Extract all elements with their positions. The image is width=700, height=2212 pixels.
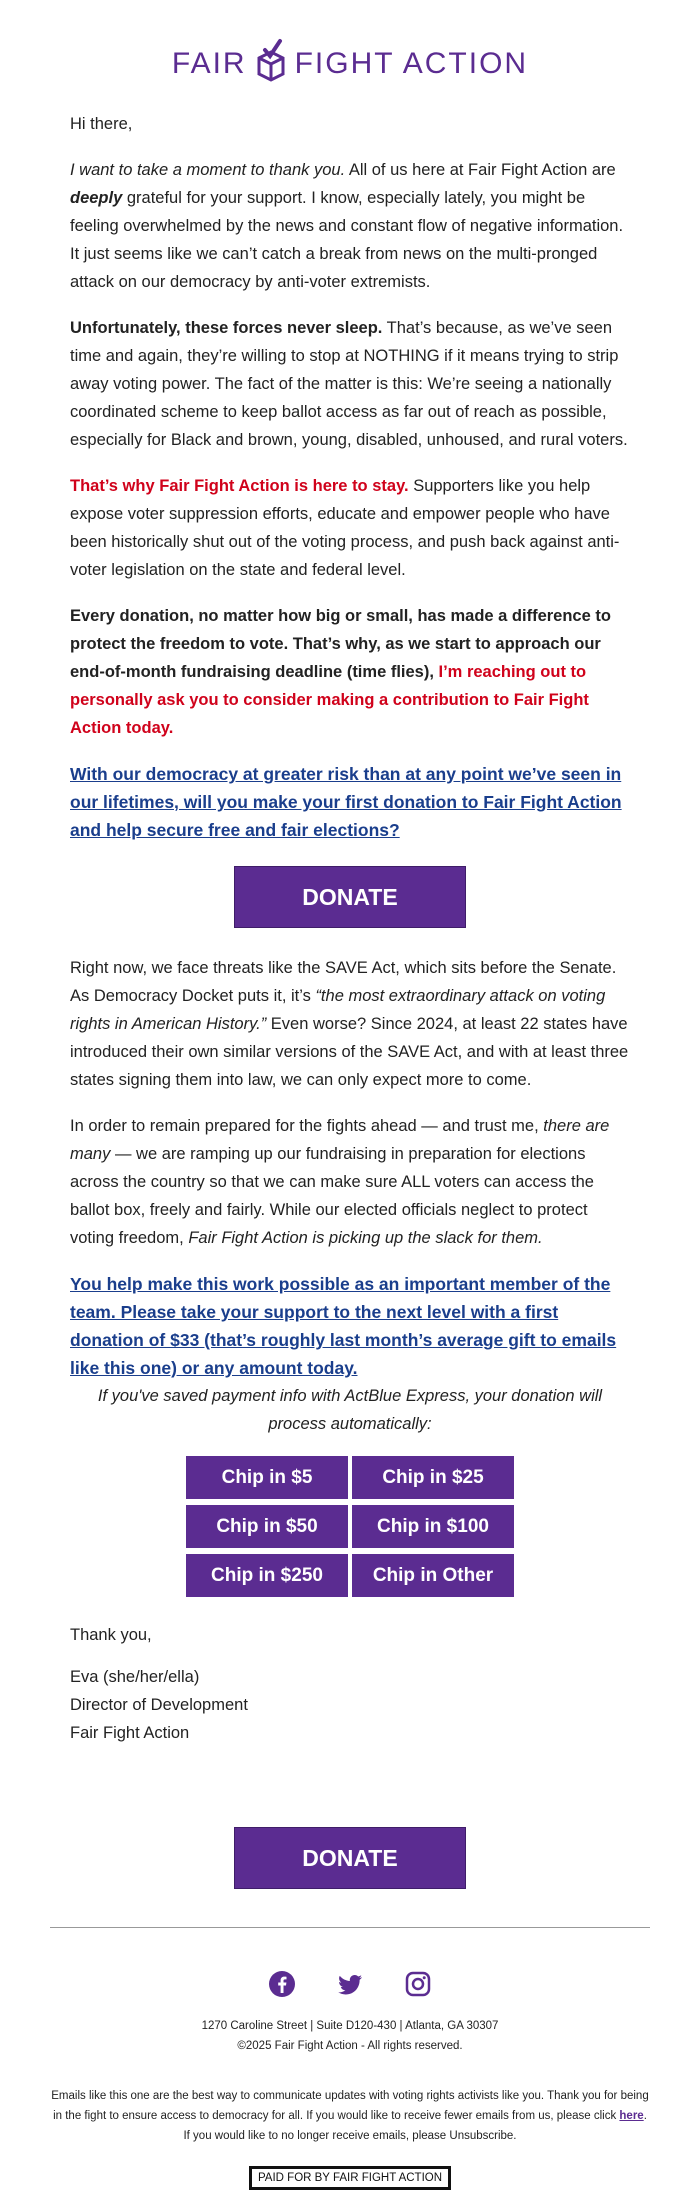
social-links: [0, 1970, 700, 1998]
p5-italic: “the most extraordinary attack on voting rights in American History.”: [70, 987, 606, 1033]
p1-text-1: All of us here at Fair Fight Action are: [345, 161, 616, 179]
p3-rest: Supporters like you help expose voter suppression efforts, educate and empower people who have been historically shut out of the voting process, and push back against anti-voter legislation on the state and federal level.: [70, 477, 620, 579]
actblue-note: If you've saved payment info with ActBlue Express, your donation will process automatically:: [97, 1387, 603, 1433]
instagram-icon[interactable]: [404, 1970, 432, 1998]
paragraph-here-to-stay: [70, 472, 630, 584]
fewer-emails-link[interactable]: here: [619, 2110, 644, 2122]
p6-italic-1: there are many: [70, 1117, 610, 1163]
p5-text-2: Even worse? Since 2024, at least 22 states have introduced their own similar versions of the SAVE Act, and with at least three states signing them into law, we can only expect more to come.: [70, 1015, 629, 1089]
logo-text-right: FIGHT ACTION: [294, 47, 529, 80]
p5-text-1: Right now, we face threats like the SAVE Act, which sits before the Senate. As Democracy Docket puts it, it’s: [70, 959, 617, 1005]
p4-red: I’m reaching out to personally ask you to consider making a contribution to Fair Fight Action today.: [70, 663, 589, 737]
signature: [70, 1663, 630, 1747]
greeting: Hi there,: [70, 115, 133, 133]
p1-italic-open: I want to take a moment to thank you.: [70, 161, 346, 179]
chip-in-100-button[interactable]: Chip in $100: [352, 1505, 514, 1548]
chip-in-50-button[interactable]: Chip in $50: [186, 1505, 348, 1548]
footer-copyright: ©2025 Fair Fight Action - All rights reserved.: [237, 2040, 463, 2052]
logo-wordmark: [172, 38, 528, 90]
chip-in-grid: [70, 1456, 630, 1597]
paragraph-every-donation: [70, 602, 630, 742]
footer-address-block: [0, 2016, 700, 2056]
email-body: [0, 110, 700, 1889]
paragraph-thanks: [70, 156, 630, 296]
p6-italic-2: Fair Fight Action is picking up the slack for them.: [188, 1229, 543, 1247]
paid-for-box: [0, 2166, 700, 2190]
chip-in-5-button[interactable]: Chip in $5: [186, 1456, 348, 1499]
twitter-icon[interactable]: [336, 1970, 364, 1998]
chip-in-25-button[interactable]: Chip in $25: [352, 1456, 514, 1499]
donate-button-wrap-2: [70, 1827, 630, 1889]
donate-button-bottom[interactable]: DONATE: [234, 1827, 466, 1889]
p3-red: That’s why Fair Fight Action is here to stay.: [70, 477, 409, 495]
donate-link-first[interactable]: With our democracy at greater risk than at any point we’ve seen in our lifetimes, will you make your first donation to Fair Fight Action and help secure free and fair elections?: [70, 764, 622, 840]
logo-text-left: FAIR: [171, 47, 247, 80]
footer-address: 1270 Caroline Street | Suite D120-430 | Atlanta, GA 30307: [201, 2020, 499, 2032]
footer-divider: [50, 1927, 650, 1928]
paragraph-prepared: [70, 1112, 630, 1252]
p4-bold: Every donation, no matter how big or small, has made a difference to protect the freedom to vote. That’s why, as we start to approach our end-of-month fundraising deadline (time flies),: [70, 607, 611, 681]
signature-name: Eva (she/her/ella): [70, 1668, 200, 1686]
chip-in-other-button[interactable]: Chip in Other: [352, 1554, 514, 1597]
fine-text-2: . If you would like to no longer receive emails, please Unsubscribe.: [183, 2110, 647, 2142]
signature-title: Director of Development: [70, 1696, 248, 1714]
signoff: [70, 1621, 630, 1747]
p2-bold: Unfortunately, these forces never sleep.: [70, 319, 383, 337]
p1-text-2: grateful for your support. I know, especially lately, you might be feeling overwhelmed by the news and constant flow of negative information. It just seems like we can’t catch a break from news on the multi-pronged attack on our democracy by anti-voter extremists.: [70, 189, 624, 291]
p6-text-1: In order to remain prepared for the fights ahead — and trust me,: [70, 1117, 544, 1135]
p1-bold-italic: deeply: [70, 189, 123, 207]
donate-button-wrap-1: [70, 866, 630, 928]
facebook-icon[interactable]: [268, 1970, 296, 1998]
signature-org: Fair Fight Action: [70, 1724, 190, 1742]
thank-you: Thank you,: [70, 1626, 152, 1644]
p6-text-2: — we are ramping up our fundraising in preparation for elections across the country so that we can make sure ALL voters can access the ballot box, freely and fairly. While our elected officials neglect to protect voting freedom,: [70, 1145, 594, 1247]
footer-fine-print: [50, 2086, 650, 2146]
fine-text-1: Emails like this one are the best way to communicate updates with voting rights activists like you. Thank you for being in the fight to ensure access to democracy for all. If you would like to receive fewer emails from us, please click: [51, 2090, 649, 2122]
paragraph-forces: [70, 314, 630, 454]
paid-for-disclaimer: PAID FOR BY FAIR FIGHT ACTION: [249, 2166, 451, 2190]
donate-link-33[interactable]: You help make this work possible as an important member of the team. Please take your support to the next level with a first donation of $33 (that’s roughly last month’s average gift to emails like this one) or any amount today.: [70, 1274, 617, 1378]
paragraph-save-act: [70, 954, 630, 1094]
p2-rest: That’s because, as we’ve seen time and again, they’re willing to stop at NOTHING if it means trying to strip away voting power. The fact of the matter is this: We’re seeing a nationally coordinated scheme to keep ballot access as far out of reach as possible, especially for Black and brown, young, disabled, unhoused, and rural voters.: [70, 319, 628, 449]
ballot-box-icon: [253, 38, 289, 90]
logo[interactable]: [0, 0, 700, 110]
chip-in-250-button[interactable]: Chip in $250: [186, 1554, 348, 1597]
donate-button[interactable]: DONATE: [234, 866, 466, 928]
